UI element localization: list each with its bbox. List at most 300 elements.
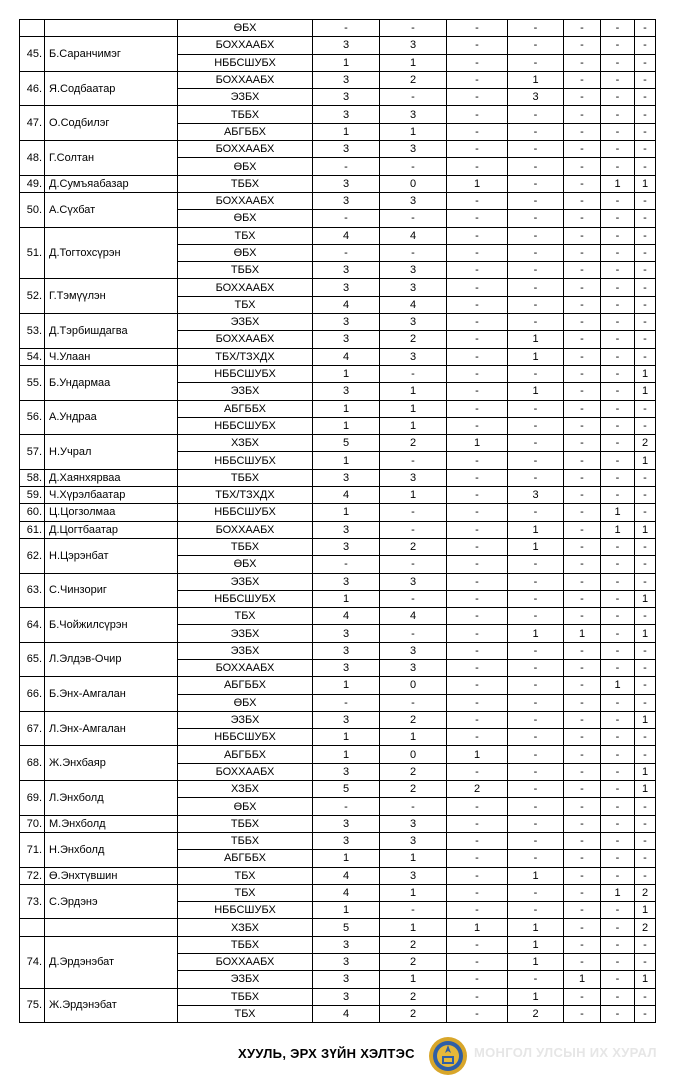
value-cell: - — [447, 279, 508, 296]
value-cell: 5 — [313, 919, 380, 936]
value-cell: 3 — [313, 106, 380, 123]
value-cell: - — [508, 141, 564, 158]
value-cell: - — [508, 573, 564, 590]
value-cell: - — [601, 348, 635, 365]
value-cell: 2 — [635, 884, 656, 901]
value-cell: 1 — [508, 383, 564, 400]
value-cell: - — [447, 314, 508, 331]
value-cell: - — [601, 279, 635, 296]
value-cell: - — [601, 417, 635, 434]
row-number: 64. — [20, 608, 45, 643]
committee-cell: АБГББХ — [178, 123, 313, 140]
row-number: 59. — [20, 487, 45, 504]
value-cell: 3 — [313, 331, 380, 348]
value-cell: 1 — [380, 971, 447, 988]
value-cell: 1 — [635, 365, 656, 382]
value-cell: 4 — [313, 867, 380, 884]
value-cell: - — [447, 141, 508, 158]
value-cell: - — [635, 1005, 656, 1022]
value-cell: - — [564, 746, 601, 763]
value-cell: 0 — [380, 175, 447, 192]
value-cell: - — [601, 365, 635, 382]
value-cell: - — [601, 659, 635, 676]
value-cell: - — [635, 71, 656, 88]
value-cell: 2 — [380, 71, 447, 88]
value-cell: - — [447, 538, 508, 555]
value-cell: - — [564, 711, 601, 728]
value-cell: - — [635, 141, 656, 158]
value-cell: - — [635, 487, 656, 504]
value-cell: 1 — [564, 971, 601, 988]
value-cell: 3 — [313, 711, 380, 728]
row-number: 56. — [20, 400, 45, 435]
value-cell: 3 — [313, 988, 380, 1005]
value-cell: 3 — [380, 573, 447, 590]
row-number: 75. — [20, 988, 45, 1023]
value-cell: - — [508, 729, 564, 746]
value-cell: - — [447, 659, 508, 676]
value-cell: - — [313, 556, 380, 573]
member-name: О.Содбилэг — [45, 106, 178, 141]
value-cell: - — [508, 400, 564, 417]
value-cell: 1 — [508, 71, 564, 88]
committee-cell: НББСШУБХ — [178, 590, 313, 607]
row-number: 61. — [20, 521, 45, 538]
value-cell: - — [447, 556, 508, 573]
table-row — [20, 832, 656, 849]
value-cell: - — [508, 798, 564, 815]
member-name: А.Ундраа — [45, 400, 178, 435]
value-cell: - — [508, 763, 564, 780]
value-cell: - — [508, 556, 564, 573]
member-name: Д.Хаянхярваа — [45, 469, 178, 486]
value-cell: - — [447, 694, 508, 711]
value-cell: - — [447, 383, 508, 400]
committee-cell: БОХХААБХ — [178, 37, 313, 54]
committee-cell: БОХХААБХ — [178, 192, 313, 209]
value-cell: 4 — [380, 296, 447, 313]
member-name: Д.Тогтохсүрэн — [45, 227, 178, 279]
value-cell: 3 — [313, 763, 380, 780]
value-cell: - — [508, 971, 564, 988]
value-cell: - — [447, 296, 508, 313]
value-cell: - — [601, 469, 635, 486]
value-cell: - — [601, 71, 635, 88]
value-cell: 1 — [635, 175, 656, 192]
value-cell: - — [508, 244, 564, 261]
value-cell: - — [635, 798, 656, 815]
value-cell: - — [564, 936, 601, 953]
row-number: 48. — [20, 141, 45, 176]
value-cell: - — [601, 988, 635, 1005]
value-cell: - — [635, 296, 656, 313]
value-cell: 1 — [313, 365, 380, 382]
table-row — [20, 608, 656, 625]
value-cell: 1 — [447, 919, 508, 936]
value-cell: - — [564, 954, 601, 971]
value-cell: - — [564, 227, 601, 244]
value-cell: 4 — [313, 296, 380, 313]
value-cell: - — [447, 867, 508, 884]
row-number: 50. — [20, 192, 45, 227]
value-cell: 1 — [635, 521, 656, 538]
value-cell: - — [380, 210, 447, 227]
value-cell: - — [635, 262, 656, 279]
value-cell: 3 — [313, 141, 380, 158]
value-cell: - — [564, 469, 601, 486]
value-cell: 4 — [313, 884, 380, 901]
value-cell: - — [447, 521, 508, 538]
value-cell: - — [635, 348, 656, 365]
value-cell: - — [564, 521, 601, 538]
value-cell: - — [564, 659, 601, 676]
value-cell: - — [508, 642, 564, 659]
value-cell: - — [564, 331, 601, 348]
value-cell: - — [635, 850, 656, 867]
value-cell: 1 — [313, 123, 380, 140]
value-cell: - — [447, 971, 508, 988]
value-cell: - — [601, 210, 635, 227]
table-row — [20, 867, 656, 884]
value-cell: - — [508, 850, 564, 867]
value-cell: - — [508, 123, 564, 140]
committee-cell: ТБХ — [178, 227, 313, 244]
value-cell: 3 — [313, 262, 380, 279]
value-cell: - — [564, 832, 601, 849]
value-cell: - — [601, 642, 635, 659]
row-number: 54. — [20, 348, 45, 365]
committee-cell: ТББХ — [178, 815, 313, 832]
value-cell: - — [447, 988, 508, 1005]
value-cell: - — [447, 71, 508, 88]
value-cell: - — [601, 763, 635, 780]
value-cell: - — [635, 867, 656, 884]
value-cell: - — [564, 314, 601, 331]
value-cell: - — [564, 262, 601, 279]
value-cell: - — [564, 988, 601, 1005]
value-cell: 3 — [380, 832, 447, 849]
value-cell: - — [508, 192, 564, 209]
value-cell: - — [601, 244, 635, 261]
value-cell: - — [564, 487, 601, 504]
value-cell: - — [635, 158, 656, 175]
value-cell: 2 — [635, 919, 656, 936]
value-cell: 1 — [313, 54, 380, 71]
value-cell: 2 — [447, 781, 508, 798]
member-name: Ж.Эрдэнэбат — [45, 988, 178, 1023]
row-number: 66. — [20, 677, 45, 712]
value-cell: 5 — [313, 781, 380, 798]
value-cell: - — [564, 400, 601, 417]
table-row — [20, 141, 656, 158]
committee-cell: АБГББХ — [178, 677, 313, 694]
table-row — [20, 435, 656, 452]
value-cell: - — [447, 365, 508, 382]
value-cell: 1 — [380, 383, 447, 400]
value-cell: - — [380, 798, 447, 815]
value-cell: - — [564, 141, 601, 158]
table-row — [20, 365, 656, 382]
value-cell: - — [447, 884, 508, 901]
value-cell: 2 — [380, 711, 447, 728]
value-cell: - — [447, 850, 508, 867]
value-cell: 3 — [313, 192, 380, 209]
value-cell: - — [601, 625, 635, 642]
committee-cell: ХЗБХ — [178, 781, 313, 798]
value-cell: - — [635, 244, 656, 261]
member-name: Г.Солтан — [45, 141, 178, 176]
value-cell: - — [508, 37, 564, 54]
table-row — [20, 936, 656, 953]
value-cell: - — [447, 210, 508, 227]
value-cell: - — [447, 590, 508, 607]
value-cell: 2 — [380, 1005, 447, 1022]
table-row — [20, 192, 656, 209]
value-cell: 1 — [601, 504, 635, 521]
table-row — [20, 20, 656, 37]
value-cell: 1 — [313, 902, 380, 919]
value-cell: - — [601, 781, 635, 798]
value-cell: 5 — [313, 435, 380, 452]
committee-cell: ӨБХ — [178, 694, 313, 711]
row-number: 63. — [20, 573, 45, 608]
value-cell: 1 — [380, 487, 447, 504]
value-cell: - — [601, 746, 635, 763]
value-cell: - — [508, 781, 564, 798]
committee-cell: НББСШУБХ — [178, 902, 313, 919]
value-cell: 1 — [447, 746, 508, 763]
value-cell: 2 — [380, 538, 447, 555]
value-cell: 1 — [380, 729, 447, 746]
value-cell: - — [635, 659, 656, 676]
value-cell: 3 — [380, 141, 447, 158]
value-cell: 1 — [508, 625, 564, 642]
value-cell: - — [635, 694, 656, 711]
committee-cell: ТБХ — [178, 867, 313, 884]
value-cell: - — [447, 158, 508, 175]
parliament-title: МОНГОЛ УЛСЫН ИХ ХУРАЛ — [474, 1045, 657, 1060]
value-cell: - — [564, 798, 601, 815]
value-cell: - — [601, 141, 635, 158]
value-cell: - — [635, 556, 656, 573]
value-cell: 3 — [313, 573, 380, 590]
value-cell: - — [564, 192, 601, 209]
table-row — [20, 746, 656, 763]
row-number: 70. — [20, 815, 45, 832]
value-cell: - — [508, 175, 564, 192]
value-cell: 1 — [313, 729, 380, 746]
value-cell: - — [601, 556, 635, 573]
value-cell: - — [601, 815, 635, 832]
committee-cell: ТББХ — [178, 175, 313, 192]
value-cell: - — [564, 573, 601, 590]
value-cell: - — [380, 556, 447, 573]
committee-cell: ӨБХ — [178, 210, 313, 227]
value-cell: 1 — [635, 902, 656, 919]
value-cell: - — [447, 487, 508, 504]
value-cell: - — [380, 20, 447, 37]
value-cell: - — [508, 659, 564, 676]
value-cell: - — [635, 123, 656, 140]
value-cell: - — [635, 538, 656, 555]
value-cell: - — [601, 452, 635, 469]
table-row — [20, 538, 656, 555]
value-cell: - — [447, 106, 508, 123]
value-cell: - — [447, 37, 508, 54]
row-number: 65. — [20, 642, 45, 677]
committee-cell: ТБХ — [178, 608, 313, 625]
committee-cell: ЭЗБХ — [178, 314, 313, 331]
committee-cell: ЭЗБХ — [178, 711, 313, 728]
value-cell: 3 — [380, 642, 447, 659]
row-number: 57. — [20, 435, 45, 470]
value-cell: - — [601, 314, 635, 331]
table-row — [20, 348, 656, 365]
committee-cell: ТБХ — [178, 296, 313, 313]
value-cell: 1 — [380, 850, 447, 867]
member-name: Н.Цэрэнбат — [45, 538, 178, 573]
value-cell: - — [564, 348, 601, 365]
member-name: Я.Содбаатар — [45, 71, 178, 106]
table-row — [20, 884, 656, 901]
value-cell: - — [447, 677, 508, 694]
committee-cell: ТББХ — [178, 988, 313, 1005]
value-cell: 3 — [313, 625, 380, 642]
member-name: Б.Чойжилсүрэн — [45, 608, 178, 643]
value-cell: 1 — [635, 763, 656, 780]
value-cell: 1 — [635, 781, 656, 798]
committee-cell: ХЗБХ — [178, 435, 313, 452]
value-cell: - — [447, 331, 508, 348]
value-cell: - — [564, 20, 601, 37]
value-cell: 1 — [635, 711, 656, 728]
value-cell: 2 — [508, 1005, 564, 1022]
value-cell: - — [564, 781, 601, 798]
committee-cell: ТББХ — [178, 832, 313, 849]
committee-cell: НББСШУБХ — [178, 504, 313, 521]
value-cell: - — [601, 608, 635, 625]
value-cell: - — [564, 556, 601, 573]
table-row — [20, 37, 656, 54]
value-cell: - — [564, 763, 601, 780]
value-cell: 3 — [313, 469, 380, 486]
committee-cell: ЭЗБХ — [178, 642, 313, 659]
value-cell: - — [601, 331, 635, 348]
committee-cell: ЭЗБХ — [178, 971, 313, 988]
value-cell: - — [508, 417, 564, 434]
value-cell: 3 — [313, 832, 380, 849]
value-cell: - — [564, 590, 601, 607]
value-cell: - — [447, 625, 508, 642]
value-cell: 1 — [313, 417, 380, 434]
value-cell: 1 — [313, 746, 380, 763]
committee-cell: ЭЗБХ — [178, 573, 313, 590]
value-cell: - — [508, 158, 564, 175]
table-row — [20, 504, 656, 521]
value-cell: - — [601, 936, 635, 953]
value-cell: - — [601, 573, 635, 590]
committee-cell: БОХХААБХ — [178, 763, 313, 780]
value-cell: - — [380, 365, 447, 382]
value-cell: - — [380, 89, 447, 106]
row-number: 46. — [20, 71, 45, 106]
member-name: Д.Тэрбишдагва — [45, 314, 178, 349]
value-cell: 3 — [508, 89, 564, 106]
committee-cell: ЭЗБХ — [178, 625, 313, 642]
value-cell: - — [635, 20, 656, 37]
value-cell: - — [508, 832, 564, 849]
value-cell: 1 — [508, 521, 564, 538]
value-cell: 3 — [313, 642, 380, 659]
value-cell: - — [601, 867, 635, 884]
value-cell: - — [635, 54, 656, 71]
table-row — [20, 106, 656, 123]
value-cell: - — [447, 89, 508, 106]
value-cell: - — [564, 538, 601, 555]
table-row — [20, 521, 656, 538]
value-cell: - — [447, 798, 508, 815]
value-cell: - — [447, 642, 508, 659]
value-cell: - — [564, 902, 601, 919]
row-number: 58. — [20, 469, 45, 486]
value-cell: - — [635, 37, 656, 54]
value-cell: - — [601, 400, 635, 417]
member-name: Ц.Цогзолмаа — [45, 504, 178, 521]
value-cell: - — [313, 798, 380, 815]
table-row — [20, 279, 656, 296]
value-cell: - — [564, 89, 601, 106]
value-cell: - — [564, 815, 601, 832]
committee-cell: БОХХААБХ — [178, 279, 313, 296]
committee-cell: ӨБХ — [178, 158, 313, 175]
table-row — [20, 677, 656, 694]
value-cell: - — [601, 971, 635, 988]
value-cell: - — [564, 383, 601, 400]
committee-cell: ӨБХ — [178, 20, 313, 37]
member-name: Г.Тэмүүлэн — [45, 279, 178, 314]
committee-cell: БОХХААБХ — [178, 659, 313, 676]
row-number: 47. — [20, 106, 45, 141]
value-cell: - — [635, 954, 656, 971]
value-cell: - — [635, 469, 656, 486]
value-cell: 1 — [508, 936, 564, 953]
value-cell: - — [564, 850, 601, 867]
value-cell: - — [635, 192, 656, 209]
value-cell: - — [380, 590, 447, 607]
value-cell: 4 — [380, 608, 447, 625]
committee-cell: БОХХААБХ — [178, 521, 313, 538]
value-cell: - — [601, 850, 635, 867]
value-cell: - — [635, 677, 656, 694]
committee-cell: НББСШУБХ — [178, 54, 313, 71]
value-cell: 3 — [380, 815, 447, 832]
value-cell: 1 — [635, 383, 656, 400]
value-cell: - — [564, 452, 601, 469]
value-cell: 1 — [635, 971, 656, 988]
value-cell: 3 — [380, 192, 447, 209]
value-cell: - — [564, 296, 601, 313]
value-cell: - — [313, 158, 380, 175]
value-cell: 1 — [635, 625, 656, 642]
row-number: 74. — [20, 936, 45, 988]
value-cell: 1 — [508, 867, 564, 884]
member-name: С.Эрдэнэ — [45, 884, 178, 919]
value-cell: - — [601, 54, 635, 71]
value-cell: - — [564, 279, 601, 296]
value-cell: - — [508, 435, 564, 452]
table-row — [20, 175, 656, 192]
value-cell: - — [447, 902, 508, 919]
